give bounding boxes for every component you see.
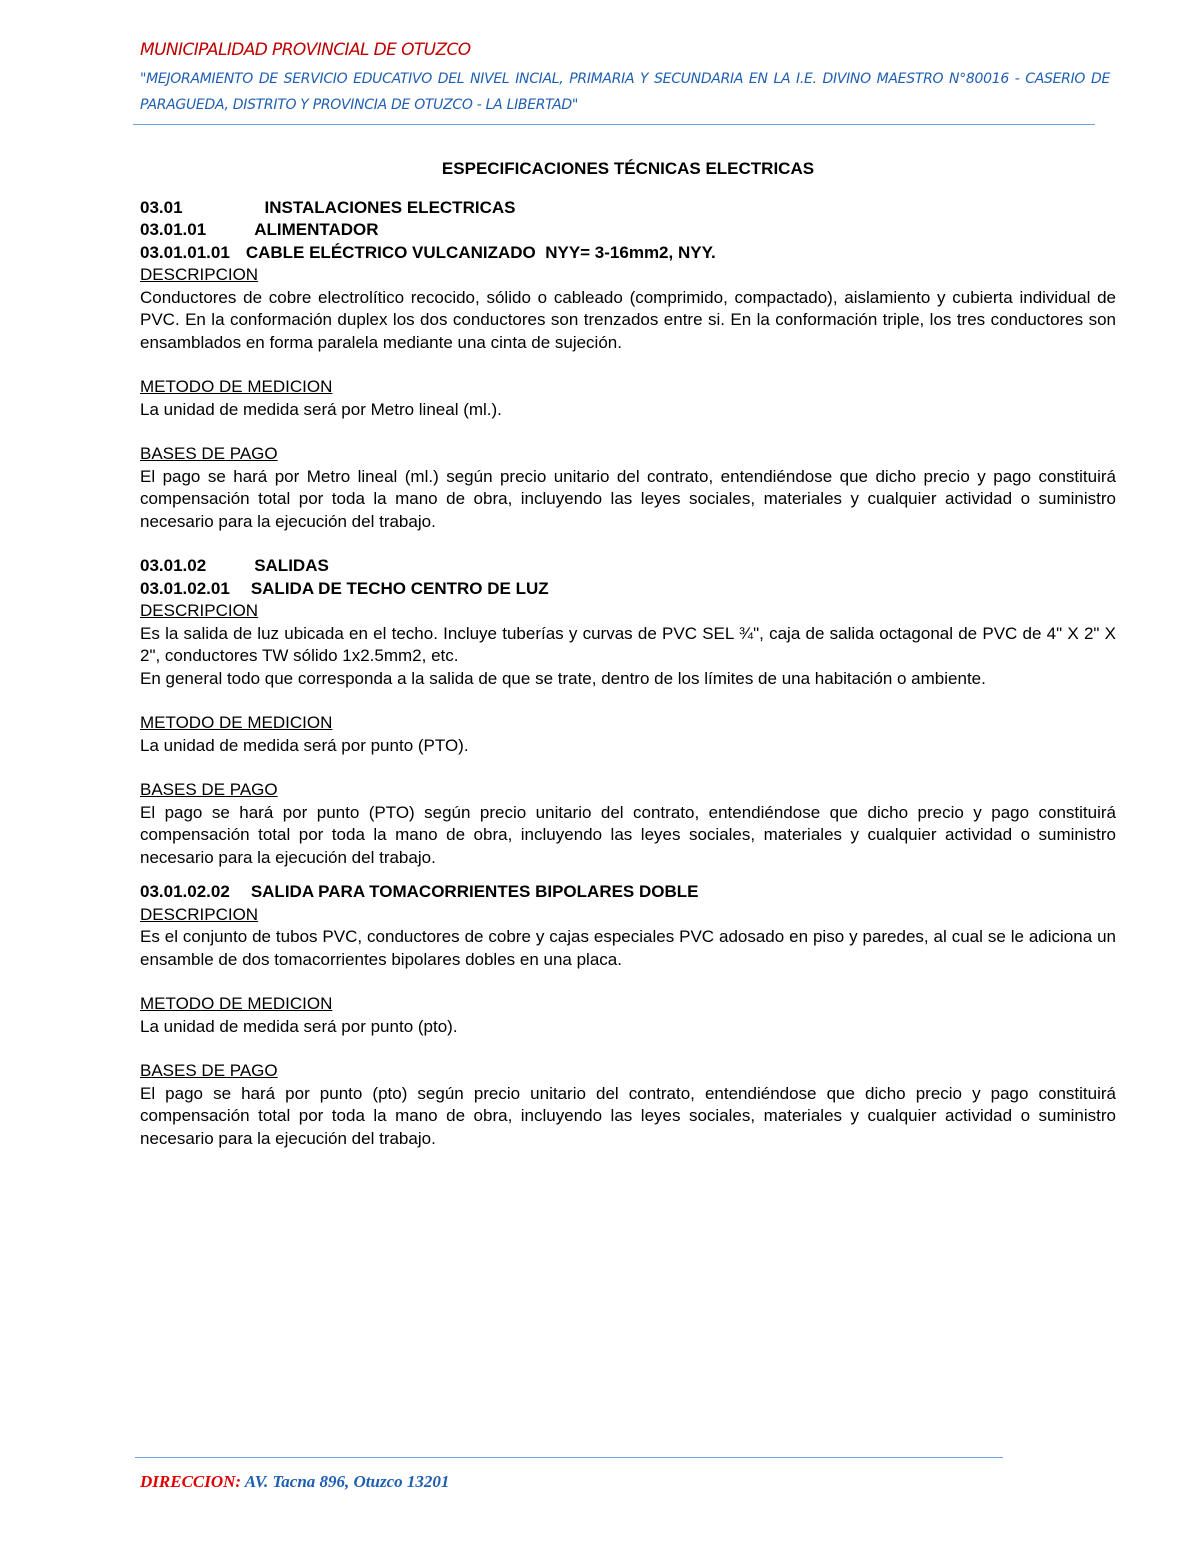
- measurement-label: METODO DE MEDICION: [140, 994, 333, 1013]
- payment-text: El pago se hará por punto (pto) según precio unitario del contrato, entendiéndose que dicho precio y pago constituirá compensación total por toda la mano de obra, incluyendo las leyes sociales, materiales y cualquier actividad o suministro necesario para la ejecución del trabajo.: [140, 1083, 1116, 1148]
- section-heading: [140, 219, 1116, 242]
- measurement-text: La unidad de medida será por punto (PTO).: [140, 735, 469, 755]
- project-title: "MEJORAMIENTO DE SERVICIO EDUCATIVO DEL NIVEL INCIAL, PRIMARIA Y SECUNDARIA EN LA I.E. DIVINO MAESTRO N°80016 - CASERIO DE PARAGUEDA, DISTRITO Y PROVINCIA DE OTUZCO - LA LIBERTAD": [140, 71, 1110, 113]
- measurement-label: METODO DE MEDICION: [140, 713, 333, 732]
- section-name: CABLE ELÉCTRICO VULCANIZADO NYY= 3-16mm2, NYY.: [245, 242, 716, 262]
- payment-label: BASES DE PAGO: [140, 780, 278, 799]
- description-label: DESCRIPCION: [140, 265, 259, 284]
- footer-divider: [135, 1457, 1003, 1458]
- section-heading: [140, 555, 1116, 578]
- measurement-text: La unidad de medida será por punto (pto).: [140, 1016, 458, 1036]
- section-name: SALIDAS: [254, 556, 329, 575]
- address-label: DIRECCION:: [140, 1472, 242, 1491]
- section-heading: [140, 197, 1116, 220]
- payment-label: BASES DE PAGO: [140, 1061, 278, 1080]
- section-heading: [140, 578, 1116, 601]
- payment-text: El pago se hará por punto (PTO) según precio unitario del contrato, entendiéndose que dicho precio y pago constituirá compensación total por toda la mano de obra, incluyendo las leyes sociales, materiales y cualquier actividad o suministro necesario para la ejecución del trabajo.: [140, 802, 1116, 867]
- section-code: 03.01.02.02: [140, 882, 230, 901]
- document-body: [140, 150, 1116, 1150]
- organization-name: MUNICIPALIDAD PROVINCIAL DE OTUZCO: [140, 40, 471, 60]
- payment-text: El pago se hará por Metro lineal (ml.) según precio unitario del contrato, entendiéndose que dicho precio y pago constituirá compensación total por toda la mano de obra, incluyendo las leyes sociales, materiales y cualquier actividad o suministro necesario para la ejecución del trabajo.: [140, 466, 1116, 531]
- description-text: Es la salida de luz ubicada en el techo. Incluye tuberías y curvas de PVC SEL ¾", caja de salida octagonal de PVC de 4" X 2" X 2", conductores TW sólido 1x2.5mm2, etc.: [140, 623, 1116, 665]
- section-name: INSTALACIONES ELECTRICAS: [264, 197, 516, 217]
- header-divider: [133, 124, 1095, 125]
- page-header: [140, 40, 1110, 118]
- payment-label: BASES DE PAGO: [140, 444, 278, 463]
- section-code: 03.01: [140, 197, 183, 217]
- measurement-label: METODO DE MEDICION: [140, 377, 333, 396]
- section-code: 03.01.01: [140, 220, 207, 239]
- measurement-text: La unidad de medida será por Metro lineal (ml.).: [140, 399, 502, 419]
- description-text: Conductores de cobre electrolítico recocido, sólido o cableado (comprimido, compactado), aislamiento y cubierta individual de PVC. En la conformación duplex los dos conductores son trenzados entre si. En la conformación triple, los tres conductores son ensamblados en forma paralela mediante una cinta de sujeción.: [140, 287, 1116, 352]
- description-text: Es el conjunto de tubos PVC, conductores de cobre y cajas especiales PVC adosado en piso y paredes, al cual se le adiciona un ensamble de dos tomacorrientes bipolares dobles en una placa.: [140, 927, 1116, 969]
- description-text: En general todo que corresponda a la salida de que se trate, dentro de los límites de una habitación o ambiente.: [140, 668, 986, 688]
- section-name: SALIDA PARA TOMACORRIENTES BIPOLARES DOBLE: [250, 882, 699, 901]
- section-name: SALIDA DE TECHO CENTRO DE LUZ: [250, 578, 549, 598]
- section-name: ALIMENTADOR: [254, 220, 379, 239]
- description-label: DESCRIPCION: [140, 601, 259, 620]
- section-code: 03.01.02.01: [140, 578, 230, 598]
- page-footer: [140, 1472, 449, 1492]
- address-value: AV. Tacna 896, Otuzco 13201: [244, 1472, 450, 1491]
- section-code: 03.01.02: [140, 556, 207, 575]
- section-heading: [140, 881, 1116, 904]
- document-title: ESPECIFICACIONES TÉCNICAS ELECTRICAS: [441, 159, 815, 178]
- description-label: DESCRIPCION: [140, 904, 259, 924]
- section-heading: [140, 242, 1116, 265]
- section-code: 03.01.01.01: [140, 242, 230, 262]
